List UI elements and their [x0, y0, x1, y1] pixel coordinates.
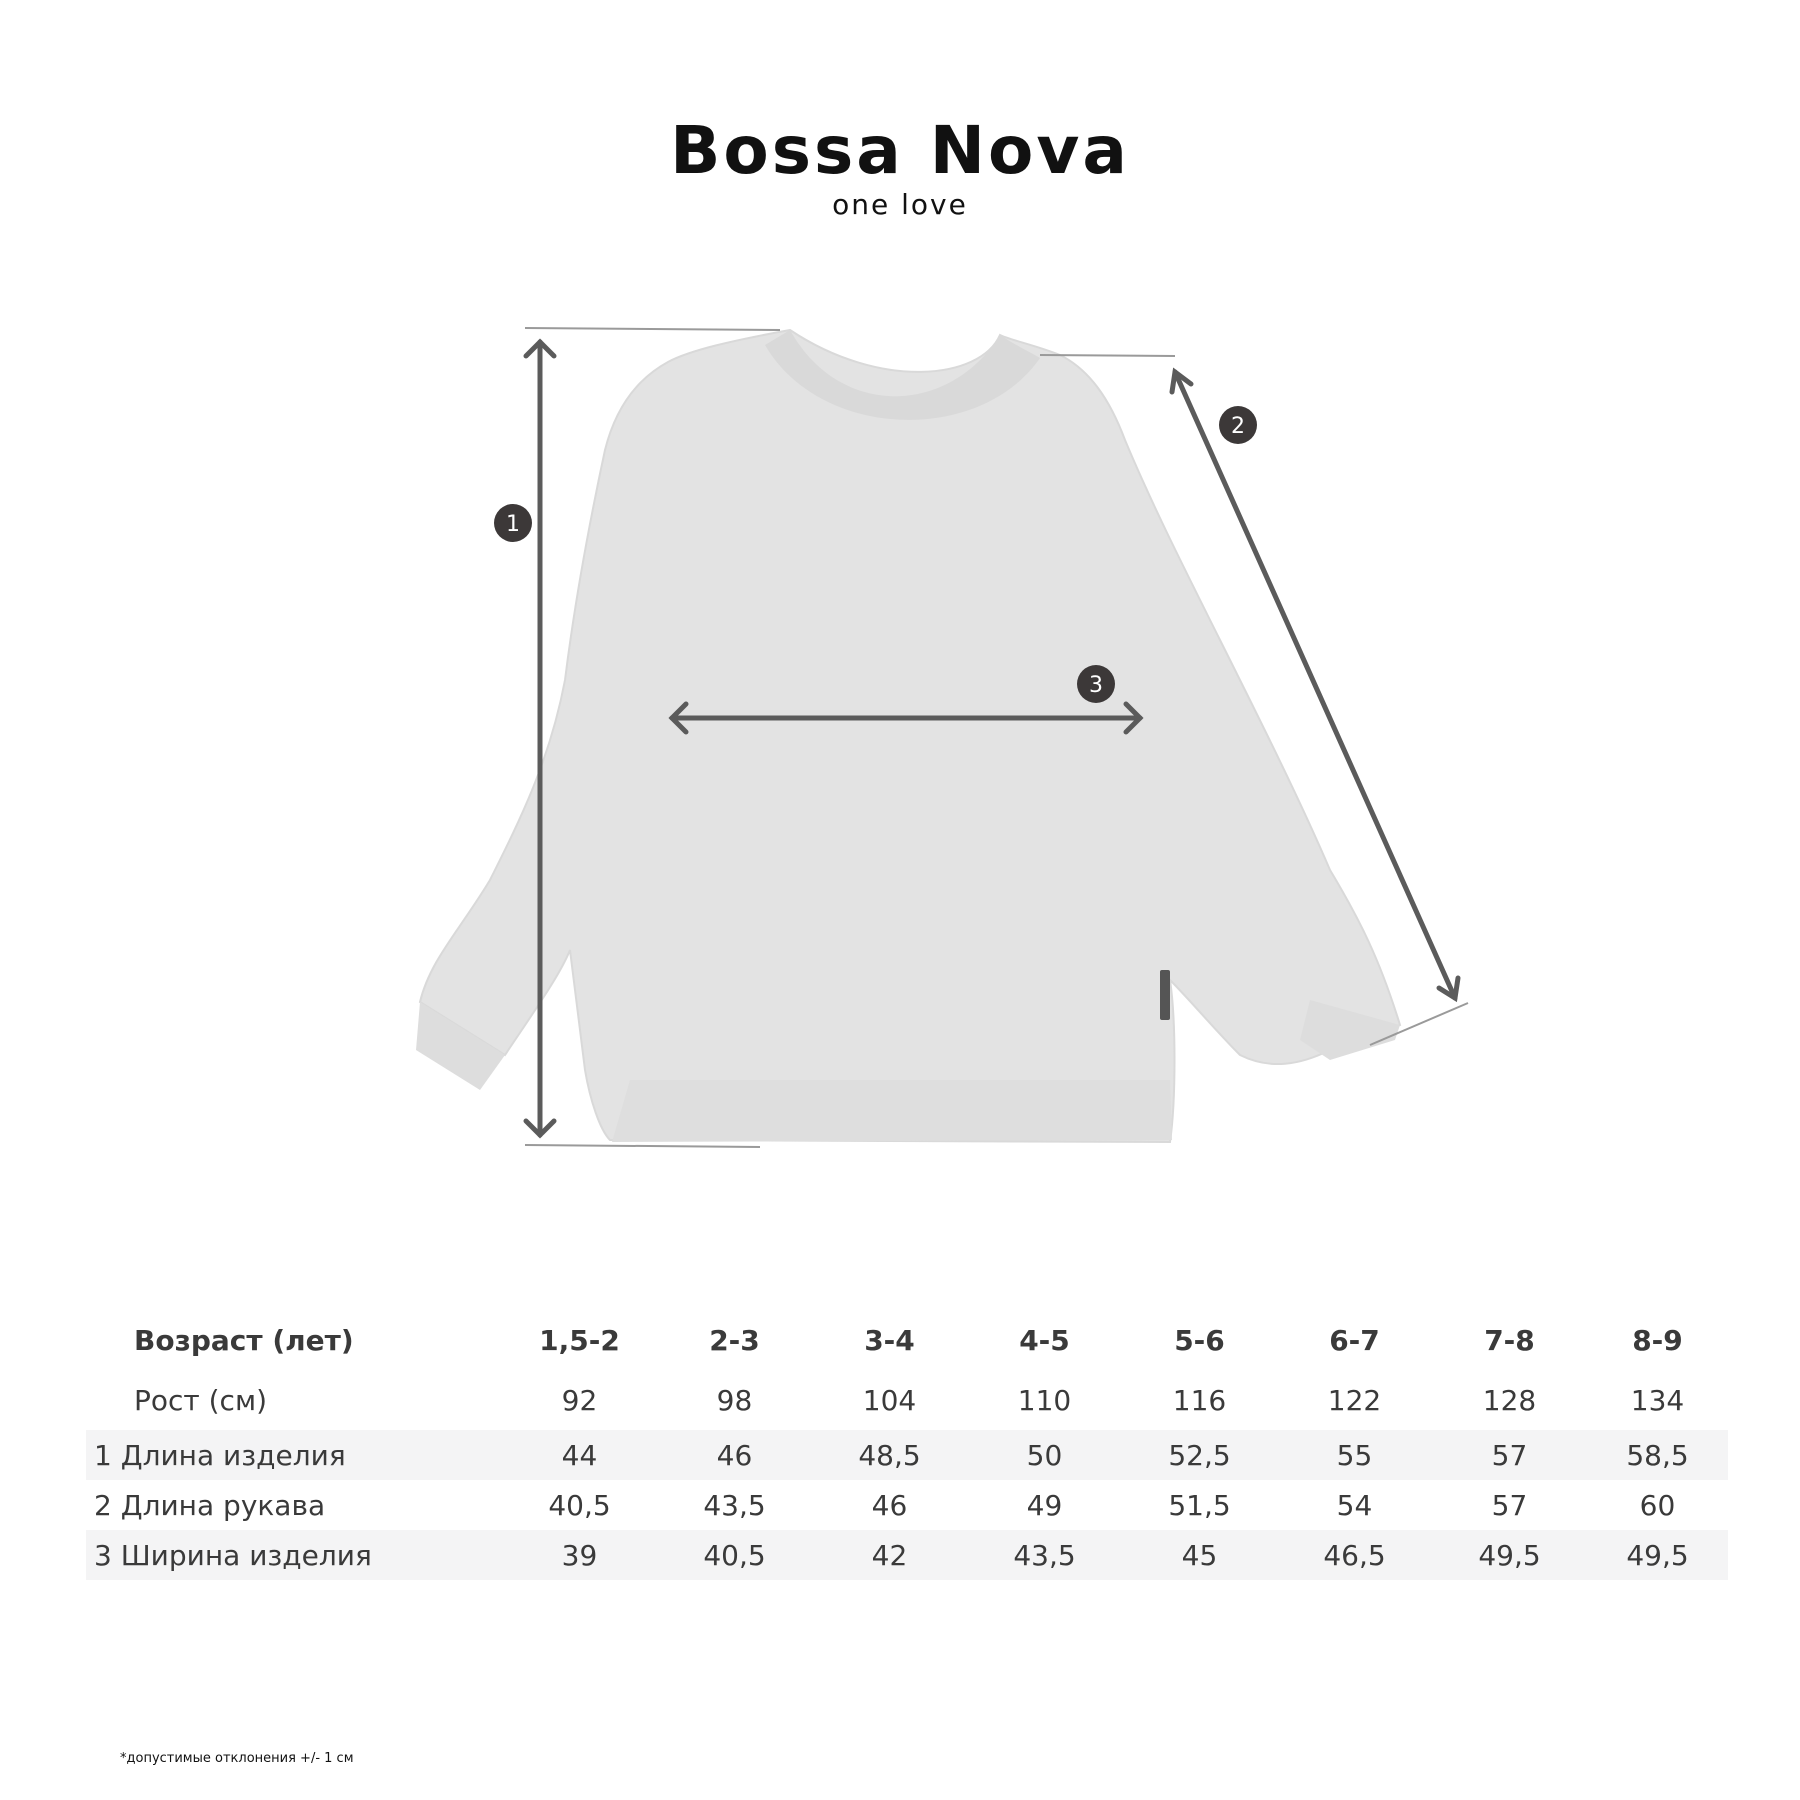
badge-2 [1219, 406, 1257, 444]
table-cell: 92 [561, 1383, 598, 1417]
row-label: 3 Ширина изделия [86, 1530, 502, 1580]
table-cell: 57 [1491, 1488, 1528, 1522]
tolerance-footnote: *допустимые отклонения +/- 1 см [120, 1751, 354, 1766]
table-cell: 54 [1336, 1488, 1373, 1522]
badge-1-label: 1 [506, 512, 520, 537]
table-cell: 43,5 [703, 1488, 766, 1522]
table-cell: 98 [716, 1383, 753, 1417]
table-cell: 104 [862, 1383, 917, 1417]
table-cell: 45 [1122, 1530, 1277, 1580]
size-table [86, 1310, 1728, 1580]
age-cell: 5-6 [1174, 1323, 1225, 1357]
badge-3-label: 3 [1089, 673, 1103, 698]
table-cell: 110 [1017, 1383, 1072, 1417]
table-cell: 49,5 [1432, 1530, 1587, 1580]
table-cell: 49,5 [1587, 1530, 1728, 1580]
age-label: Возраст (лет) [134, 1323, 354, 1357]
table-row [86, 1480, 1728, 1530]
age-cell: 4-5 [1019, 1323, 1070, 1357]
table-cell: 46 [871, 1488, 908, 1522]
table-cell: 44 [502, 1430, 657, 1480]
table-row [86, 1370, 1728, 1430]
brand-tagline: one love [832, 188, 968, 221]
table-cell: 116 [1172, 1383, 1227, 1417]
table-cell: 46,5 [1277, 1530, 1432, 1580]
badge-1 [494, 504, 532, 542]
age-cell: 8-9 [1632, 1323, 1683, 1357]
table-row [86, 1530, 1728, 1580]
table-cell: 40,5 [548, 1488, 611, 1522]
age-cell: 1,5-2 [539, 1323, 620, 1357]
table-cell: 55 [1277, 1430, 1432, 1480]
age-cell: 7-8 [1484, 1323, 1535, 1357]
table-cell: 40,5 [657, 1530, 812, 1580]
table-cell: 46 [657, 1430, 812, 1480]
sweatshirt-illustration [416, 330, 1400, 1142]
table-cell: 42 [812, 1530, 967, 1580]
table-row [86, 1430, 1728, 1480]
age-cell: 3-4 [864, 1323, 915, 1357]
table-header-row [86, 1310, 1728, 1370]
table-cell: 60 [1639, 1488, 1676, 1522]
table-cell: 122 [1327, 1383, 1382, 1417]
row-label: 2 Длина рукава [94, 1488, 326, 1522]
age-cell: 6-7 [1329, 1323, 1380, 1357]
brand-name: Bossa Nova [670, 112, 1130, 189]
table-cell: 43,5 [967, 1530, 1122, 1580]
table-cell: 51,5 [1168, 1488, 1231, 1522]
table-cell: 39 [502, 1530, 657, 1580]
table-cell: 58,5 [1587, 1430, 1728, 1480]
table-cell: 48,5 [812, 1430, 967, 1480]
row-label: 1 Длина изделия [86, 1430, 502, 1480]
table-cell: 128 [1482, 1383, 1537, 1417]
table-cell: 52,5 [1122, 1430, 1277, 1480]
row-label: Рост (см) [134, 1383, 267, 1417]
badge-2-label: 2 [1231, 414, 1245, 439]
age-cell: 2-3 [709, 1323, 760, 1357]
table-cell: 50 [967, 1430, 1122, 1480]
table-cell: 49 [1026, 1488, 1063, 1522]
badge-3 [1077, 665, 1115, 703]
table-cell: 57 [1432, 1430, 1587, 1480]
table-cell: 134 [1630, 1383, 1685, 1417]
